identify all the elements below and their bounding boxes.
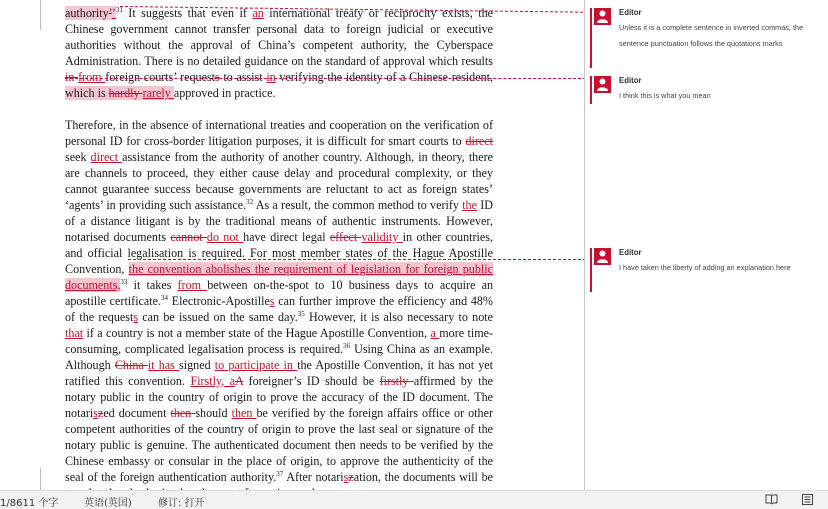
insertion[interactable]: s xyxy=(343,470,349,484)
avatar xyxy=(594,248,611,265)
insertion[interactable]: Firstly, a xyxy=(190,374,236,388)
deletion[interactable]: then xyxy=(170,406,196,420)
deletion[interactable]: s xyxy=(215,70,220,84)
print-layout-icon[interactable] xyxy=(801,494,814,505)
insertion[interactable]: to participate in xyxy=(214,358,298,372)
comment-marker xyxy=(590,76,592,104)
footnote-ref[interactable]: 33 xyxy=(120,278,128,286)
paragraph-1[interactable]: authority’’$^{31}$ It suggests that even if an international treaty or reciprocity exists, the Chinese government cannot transfer personal data to foreign judicial or executive authorities without the approval of China’s competent authority, the Cyberspace Administration. There is no detailed guidance on the standard of approval which results in from foreign courts’ requests to assist in verifying the identity of a Chinese resident, which is hardly rarely approved in practice. xyxy=(65,6,493,100)
comment-text[interactable]: I think this is what you mean xyxy=(619,91,711,100)
comment-marker xyxy=(590,248,592,292)
comment-2[interactable] xyxy=(594,76,818,104)
comment-author: Editor xyxy=(619,76,642,85)
avatar xyxy=(594,76,611,93)
insertion[interactable]: s xyxy=(93,406,98,420)
footnote-ref[interactable]: 35 xyxy=(297,310,305,318)
comment-author: Editor xyxy=(619,8,642,17)
margin-mark xyxy=(40,0,41,30)
insertion[interactable]: s xyxy=(269,294,275,308)
insertion[interactable]: that xyxy=(65,326,84,340)
deletion[interactable]: cannot xyxy=(170,230,207,244)
comment-3[interactable] xyxy=(594,248,818,292)
comment-1[interactable] xyxy=(594,8,818,68)
commented-text[interactable]: authority’’ xyxy=(65,6,116,20)
read-mode-icon[interactable] xyxy=(765,494,778,505)
user-icon xyxy=(597,10,608,23)
comment-text[interactable]: Unless it is a complete sentence in inverted commas, the sentence punctuation follows the quotations marks xyxy=(619,23,804,48)
insertion[interactable]: in xyxy=(266,70,276,84)
status-bar xyxy=(0,490,828,509)
footnote-ref[interactable]: 37 xyxy=(276,470,284,478)
footnote-ref[interactable]: 34 xyxy=(161,294,169,302)
footnote-ref[interactable]: 31 xyxy=(115,6,123,14)
deletion[interactable]: z xyxy=(348,470,354,484)
user-icon xyxy=(597,78,608,91)
margin-mark xyxy=(40,468,41,490)
comment-marker xyxy=(590,8,592,68)
insertion[interactable]: do not xyxy=(206,230,244,244)
avatar xyxy=(594,8,611,25)
commented-text[interactable]: which is hardly rarely xyxy=(65,86,174,100)
deletion[interactable]: effect xyxy=(329,230,362,244)
pane-divider xyxy=(584,0,585,490)
deletion[interactable]: in xyxy=(65,70,79,84)
insertion[interactable]: from xyxy=(78,70,106,84)
deletion[interactable]: China xyxy=(114,358,148,372)
paragraph-2[interactable]: Therefore, in the absence of international treaties and cooperation on the verification of personal ID for cross-border litigation purposes, it is difficult for smart courts to direct seek direct assistance from the authority of another country. Although, in theory, there are channels to proceed, they either cause delay and procedural complexity, or they cannot guarantee success because governments are reluctant to act as foreign states’ ‘agents’ in providing such assistance.$^{32}$ As a result, the common method to verify the ID of a distance litigant is by the traditional means of authentic instruments. However, notarised documents cannot do not have direct legal effect validity in other countries, and official legalisation is required. For most member states of the Hague Apostille Convention, the convention abolishes the requirement of legislation for foreign public documents,$^{33}$ it takes from between on-the-spot to 10 business days to acquire an apostille certificate.$^{34}$ Electronic-Apostilles can further improve the efficiency and 48% of the requests can be issued on the same day.$^{35}$ However, it is also necessary to note that if a country is not a member state of the Hague Apostille Convention, a more time-consuming, complicated legalisation process is required.$^{36}$ Using China as an example. Although China it has signed to participate in the Apostille Convention, it has not yet ratified this convention. Firstly, aA foreigner’s ID should be firstly affirmed by the notary public in the country of origin to prove the accuracy of the ID document. The notariszed document then should then be verified by the foreign affairs office or other competent authorities of the country of origin to prove the last seal or signature of the notary public is genuine. The authenticated document then needs to be verified by the Chinese embassy or consular in the place of origin, to approve the authenticity of the seal of the foreign authentication authority.$^{37}$ After notariszation, the documents will be xyxy=(65,118,494,484)
deletion[interactable]: direct xyxy=(465,134,493,148)
insertion[interactable]: s xyxy=(133,310,139,324)
insertion[interactable]: an xyxy=(252,6,264,20)
comment-connector xyxy=(128,259,586,260)
document-page[interactable] xyxy=(65,5,493,501)
insertion[interactable]: then xyxy=(231,406,257,420)
insertion[interactable]: it has xyxy=(147,358,180,372)
insertion[interactable]: a xyxy=(430,326,440,340)
comment-author: Editor xyxy=(619,248,642,257)
deletion[interactable]: z xyxy=(97,406,104,420)
language-status[interactable]: 英语(英国) xyxy=(84,498,132,509)
footnote-ref[interactable]: 36 xyxy=(343,342,351,350)
comment-pane[interactable] xyxy=(584,0,828,490)
insertion[interactable]: the xyxy=(462,198,477,212)
deletion[interactable]: firstly xyxy=(379,374,414,388)
word-count[interactable]: 1/8611 个字 xyxy=(0,498,59,509)
insertion[interactable]: direct xyxy=(90,150,123,164)
comment-connector xyxy=(65,78,586,79)
track-changes-status[interactable]: 修订: 打开 xyxy=(158,498,205,509)
deletion[interactable]: A xyxy=(235,374,244,388)
user-icon xyxy=(597,250,608,263)
commented-text[interactable]: the convention abolishes the requirement of legislation for foreign public documents, xyxy=(65,262,493,292)
footnote-ref[interactable]: 32 xyxy=(246,198,254,206)
insertion[interactable]: from xyxy=(177,278,208,292)
comment-text[interactable]: I have taken the liberty of adding an explanation here xyxy=(619,263,791,272)
insertion[interactable]: validity xyxy=(361,230,403,244)
